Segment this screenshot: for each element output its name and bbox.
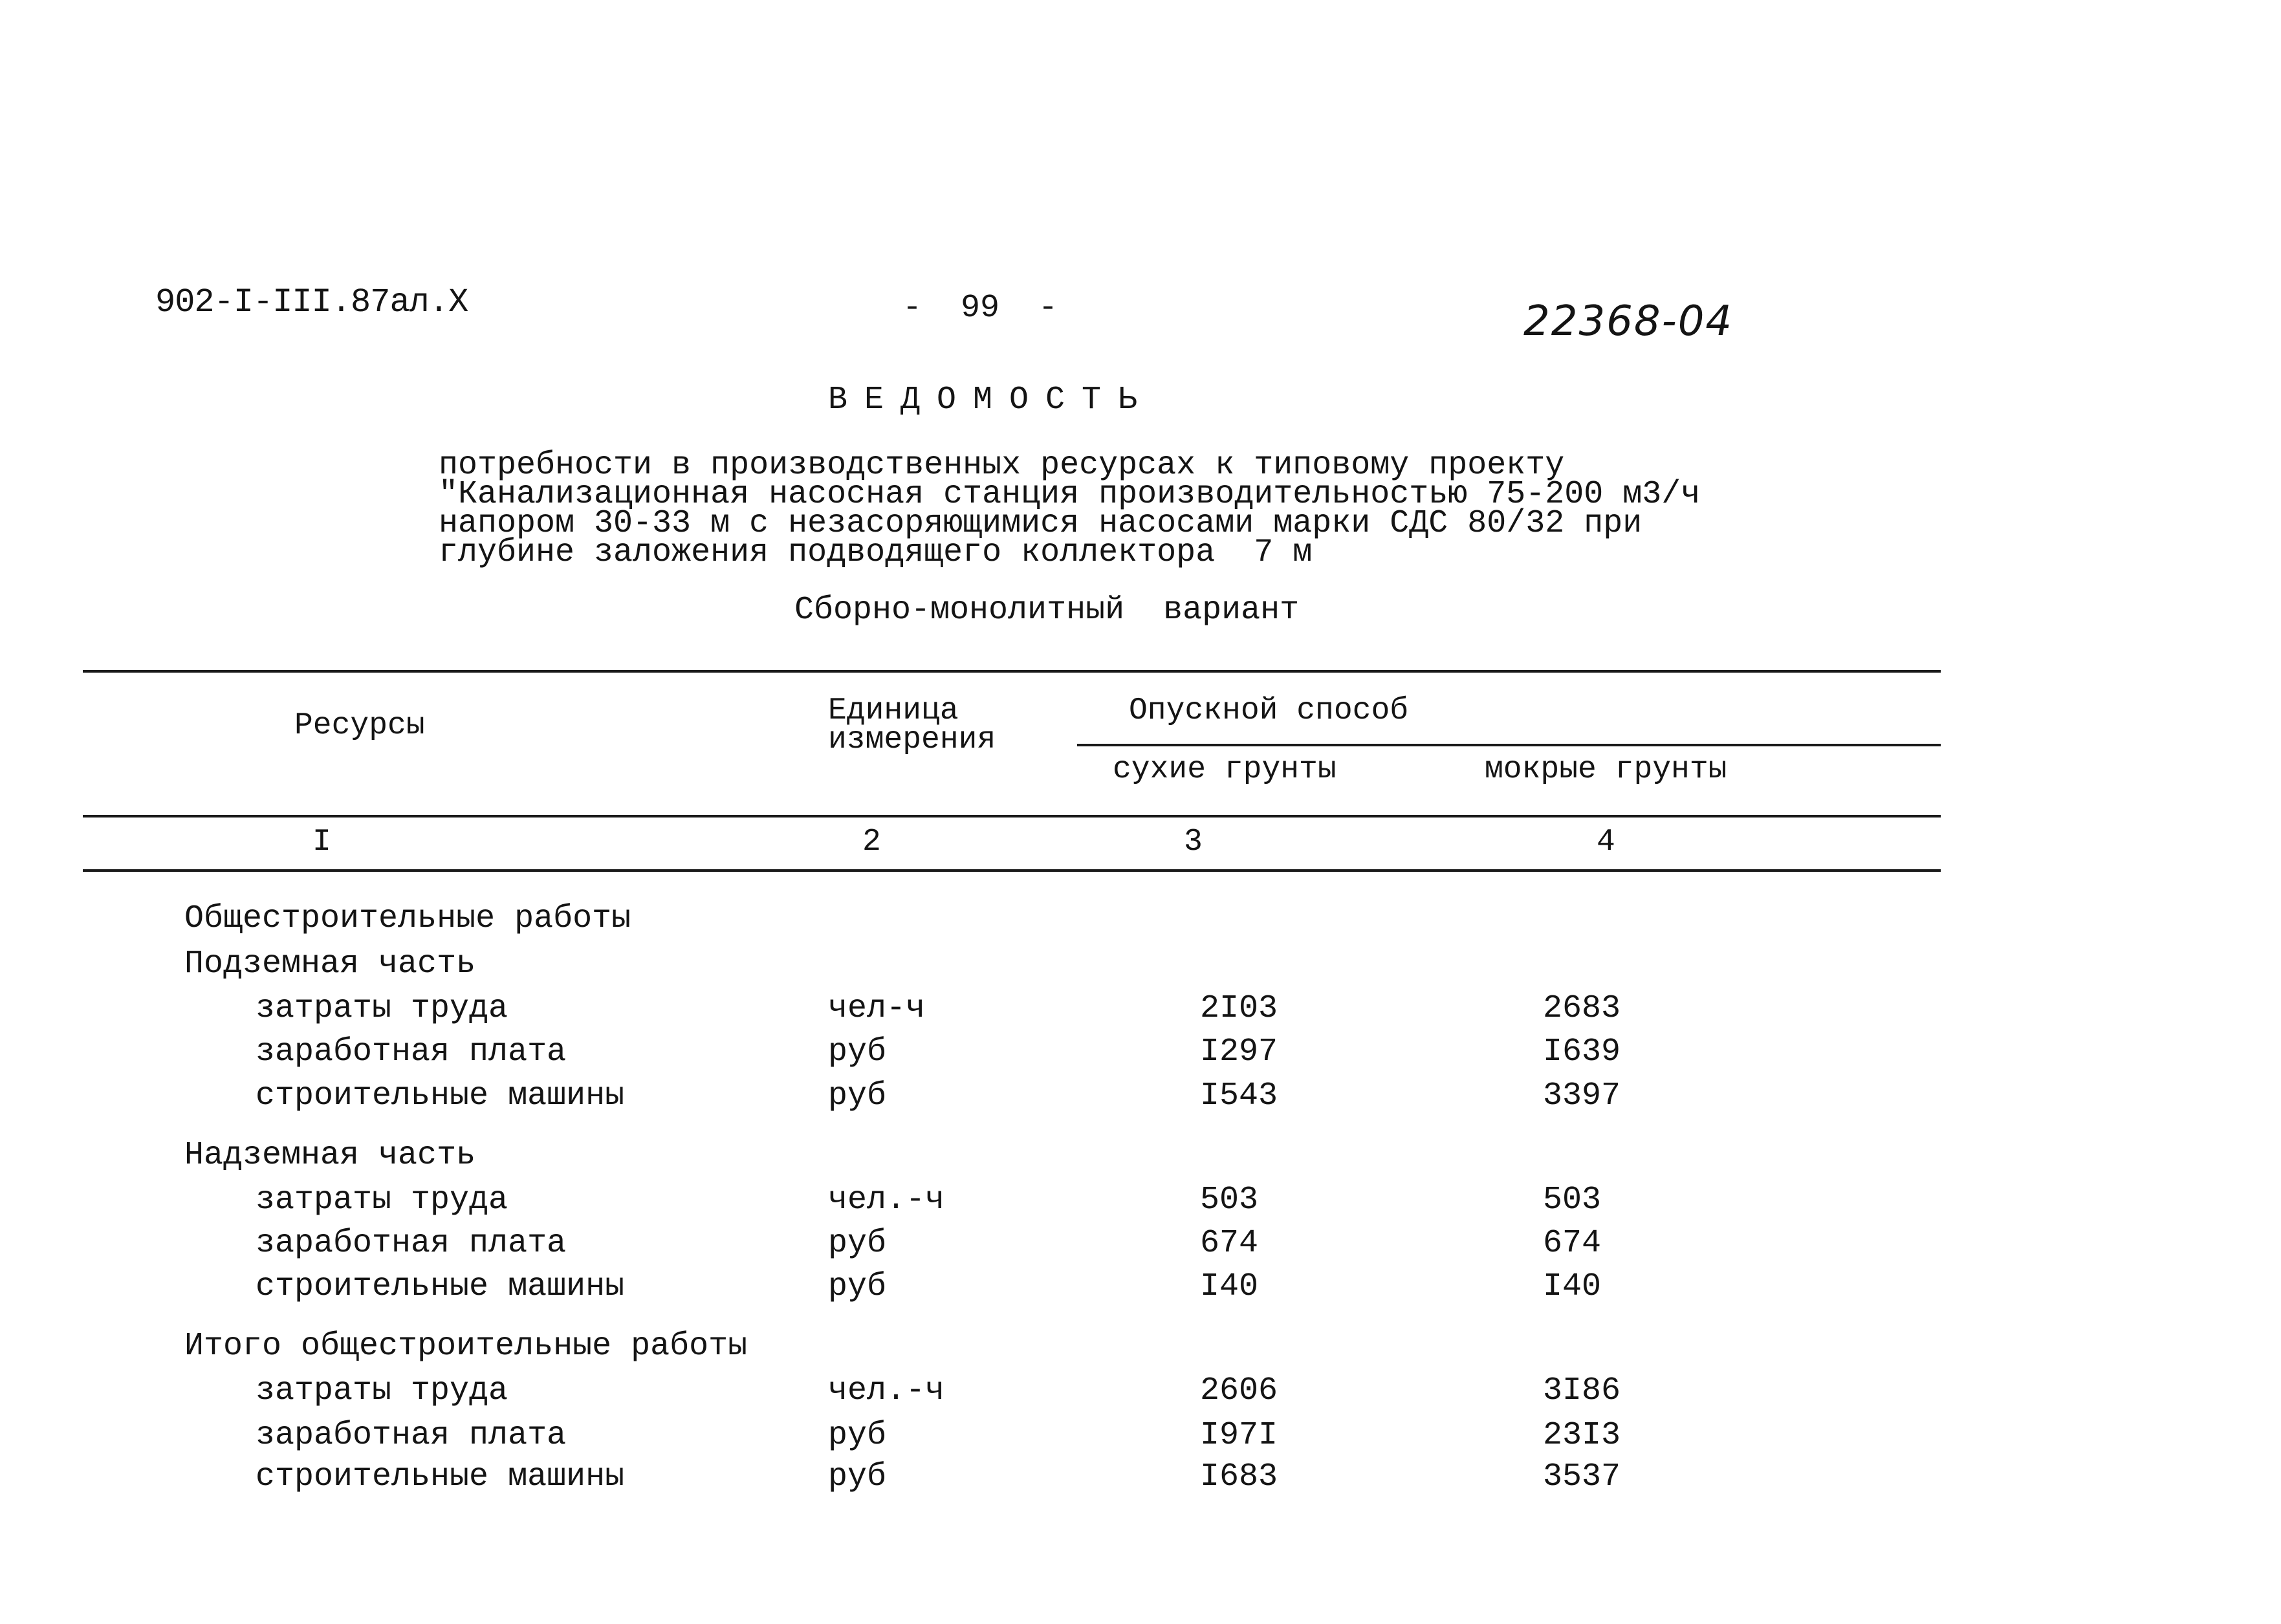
table-row-dry: I297 (1200, 1034, 1278, 1070)
table-row-wet: 23I3 (1543, 1417, 1621, 1454)
table-row-label: заработная плата (256, 1417, 567, 1454)
table-row-wet: 2683 (1543, 990, 1621, 1027)
column-number: 2 (862, 825, 881, 860)
table-row-label: строительные машины (256, 1268, 625, 1305)
table-row-label: заработная плата (256, 1225, 567, 1262)
variant-subtitle: Сборно-монолитный вариант (794, 592, 1300, 629)
table-row-wet: 503 (1543, 1182, 1602, 1218)
table-row-unit: чел-ч (828, 990, 926, 1027)
column-header-dry: сухие грунты (1113, 752, 1337, 787)
table-row-unit: чел.-ч (828, 1182, 945, 1218)
column-header-unit: Единица (828, 693, 959, 728)
table-row-unit: руб (828, 1417, 887, 1454)
table-row-dry: 674 (1200, 1225, 1259, 1262)
column-number: I (312, 825, 331, 860)
table-row-label: строительные машины (256, 1458, 625, 1495)
table-row-unit: руб (828, 1077, 887, 1114)
description-line: потребности в производственных ресурсах к типовому проекту (439, 447, 1565, 484)
table-row-unit: руб (828, 1225, 887, 1262)
table-row-wet: 3397 (1543, 1077, 1621, 1114)
table-row-dry: 2I03 (1200, 990, 1278, 1027)
column-number: 3 (1184, 825, 1203, 860)
column-header-unit-line2: измерения (828, 722, 996, 757)
table-row-dry: I97I (1200, 1417, 1278, 1454)
page-number: - 99 - (902, 290, 1058, 327)
description-line: напором 30-33 м с незасоряющимися насосами марки СДС 80/32 при (439, 505, 1643, 542)
description-line: глубине заложения подводящего коллектора 7 м (439, 534, 1313, 571)
table-row-label: затраты труда (256, 1182, 508, 1218)
table-row-unit: руб (828, 1458, 887, 1495)
table-row-label: затраты труда (256, 1372, 508, 1409)
description-line: "Канализационная насосная станция производительностью 75-200 м3/ч (439, 476, 1701, 513)
table-row-dry: I543 (1200, 1077, 1278, 1114)
column-number: 4 (1597, 825, 1615, 860)
table-row-wet: 3537 (1543, 1458, 1621, 1495)
column-header-method: Опускной способ (1129, 693, 1409, 728)
table-row-dry: 2606 (1200, 1372, 1278, 1409)
document-title: ВЕДОМОСТЬ (828, 382, 1155, 418)
table-row-dry: I40 (1200, 1268, 1259, 1305)
section-row: Подземная часть (184, 946, 476, 982)
table-row-unit: чел.-ч (828, 1372, 945, 1409)
method-subheader-rule (1077, 744, 1941, 746)
column-numbers-rule (83, 869, 1941, 872)
table-row-label: затраты труда (256, 990, 508, 1027)
table-row-dry: I683 (1200, 1458, 1278, 1495)
inventory-number: 22368-04 (1523, 298, 1734, 345)
table-row-unit: руб (828, 1268, 887, 1305)
table-row-wet: I40 (1543, 1268, 1602, 1305)
table-row-dry: 503 (1200, 1182, 1259, 1218)
table-row-label: строительные машины (256, 1077, 625, 1114)
header-bottom-rule (83, 815, 1941, 817)
section-row: Итого общестроительные работы (184, 1328, 748, 1365)
table-row-label: заработная плата (256, 1034, 567, 1070)
column-header-wet: мокрые грунты (1485, 752, 1727, 787)
document-code: 902-I-III.87ал.X (155, 283, 468, 321)
section-row: Надземная часть (184, 1137, 476, 1174)
table-row-wet: 3I86 (1543, 1372, 1621, 1409)
table-row-unit: руб (828, 1034, 887, 1070)
section-row: Общестроительные работы (184, 900, 631, 937)
table-row-wet: 674 (1543, 1225, 1602, 1262)
table-row-wet: I639 (1543, 1034, 1621, 1070)
table-top-rule (83, 670, 1941, 673)
column-header-resources: Ресурсы (294, 708, 425, 743)
